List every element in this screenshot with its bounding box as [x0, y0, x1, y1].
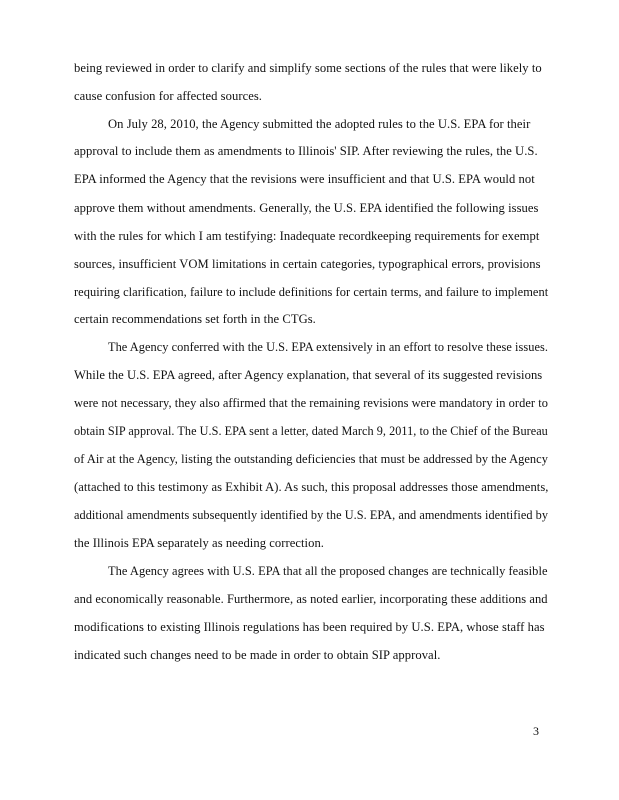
text-line: with the rules for which I am testifying: Inadequate recordkeeping requirements for exempt [74, 229, 540, 243]
text-line: obtain SIP approval. The U.S. EPA sent a letter, dated March 9, 2011, to the Chief of the Bureau [74, 424, 548, 438]
text-line: and economically reasonable. Furthermore, as noted earlier, incorporating these additions and [74, 592, 548, 606]
text-line: modifications to existing Illinois regulations has been required by U.S. EPA, whose staff has [74, 620, 545, 634]
page-number: 3 [533, 724, 539, 738]
text-line: additional amendments subsequently identified by the U.S. EPA, and amendments identified by [74, 508, 549, 522]
text-line: approval to include them as amendments to Illinois' SIP. After reviewing the rules, the U.S. [74, 144, 538, 158]
paragraph-start: The Agency conferred with the U.S. EPA extensively in an effort to resolve these issues. [108, 340, 548, 354]
text-line: While the U.S. EPA agreed, after Agency explanation, that several of its suggested revisions [74, 368, 543, 382]
text-line: approve them without amendments. Generally, the U.S. EPA identified the following issues [74, 201, 539, 215]
text-line: the Illinois EPA separately as needing correction. [74, 536, 324, 550]
text-line: cause confusion for affected sources. [74, 89, 262, 103]
text-line: indicated such changes need to be made in order to obtain SIP approval. [74, 648, 441, 662]
text-line: of Air at the Agency, listing the outstanding deficiencies that must be addressed by the Agency [74, 452, 548, 466]
text-line: sources, insufficient VOM limitations in certain categories, typographical errors, provisions [74, 257, 541, 271]
text-line: were not necessary, they also affirmed that the remaining revisions were mandatory in order to [74, 396, 548, 410]
paragraph-start: On July 28, 2010, the Agency submitted the adopted rules to the U.S. EPA for their [108, 117, 531, 131]
text-line: being reviewed in order to clarify and simplify some sections of the rules that were likely to [74, 61, 542, 75]
text-line: certain recommendations set forth in the CTGs. [74, 312, 316, 326]
text-line: (attached to this testimony as Exhibit A). As such, this proposal addresses those amendments, [74, 480, 549, 494]
text-line: requiring clarification, failure to include definitions for certain terms, and failure to implement [74, 285, 549, 299]
text-line: EPA informed the Agency that the revisions were insufficient and that U.S. EPA would not [74, 172, 535, 186]
paragraph-start: The Agency agrees with U.S. EPA that all the proposed changes are technically feasible [108, 564, 548, 578]
